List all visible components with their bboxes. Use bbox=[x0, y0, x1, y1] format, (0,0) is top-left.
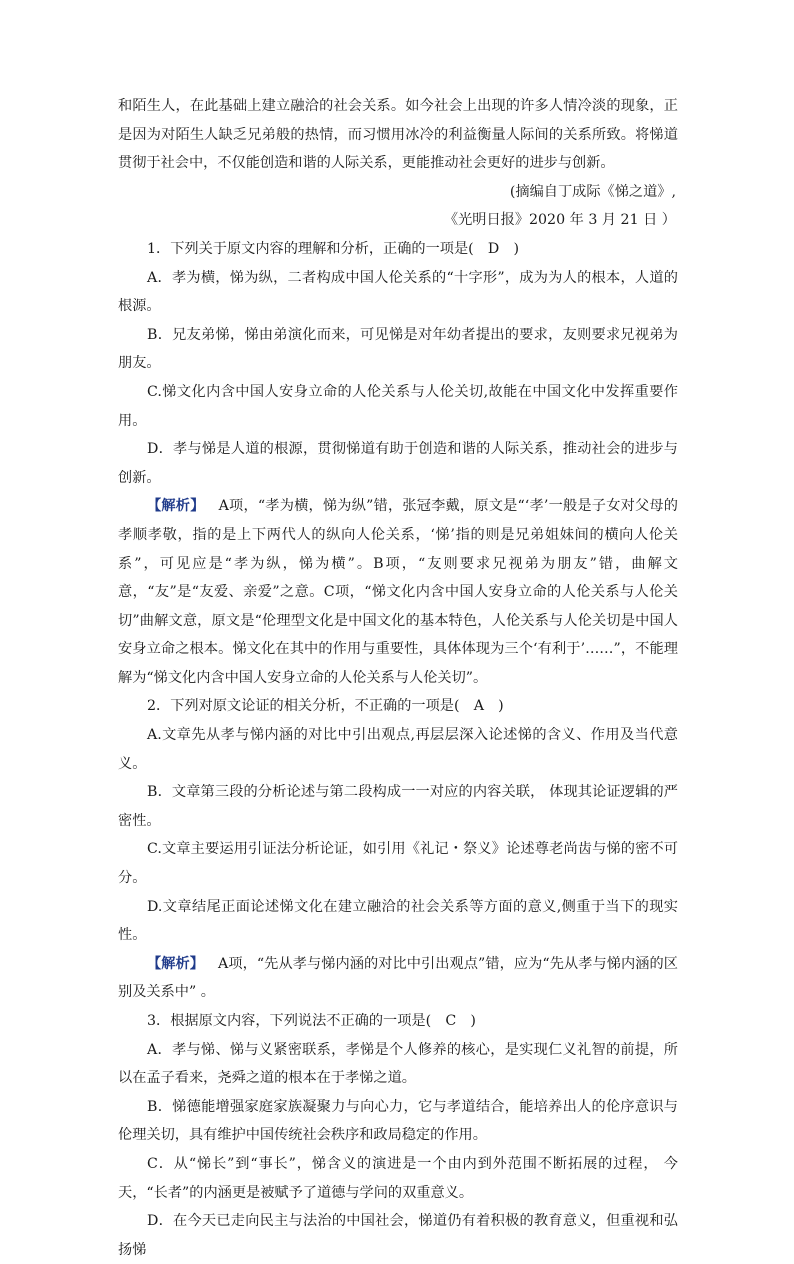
question-2-option-d: D.文章结尾正面论述悌文化在建立融洽的社会关系等方面的意义,侧重于当下的现实性。 bbox=[118, 898, 678, 944]
question-2-option-c: C.文章主要运用引证法分析论证，如引用《礼记・祭义》论述尊老尚齿与悌的密不可分。 bbox=[118, 841, 678, 887]
source-citation-line-2: 《光明日报》2020 年 3 月 21 日 ） bbox=[443, 212, 676, 229]
question-3-option-b: B．悌德能增强家庭家族凝聚力与向心力，它与孝道结合，能培养出人的伦序意识与伦理关切，具有维护中国传统社会秩序和政局稳定的作用。 bbox=[118, 1098, 678, 1144]
analysis-label: 【解析】 bbox=[147, 955, 205, 972]
question-1-stem: 1．下列关于原文内容的理解和分析，正确的一项是( D ) bbox=[147, 240, 519, 257]
source-citation-line-1: (摘编自丁成际《悌之道》, bbox=[509, 183, 676, 200]
question-3-stem: 3．根据原文内容，下列说法不正确的一项是( C ) bbox=[147, 1013, 476, 1029]
document-content bbox=[118, 92, 678, 1264]
analysis-label: 【解析】 bbox=[147, 498, 205, 515]
question-1-option-b: B．兄友弟悌，悌由弟演化而来，可见悌是对年幼者提出的要求，友则要求兄视弟为朋友。 bbox=[118, 326, 678, 372]
passage-tail: 和陌生人，在此基础上建立融洽的社会关系。如今社会上出现的许多人情冷淡的现象，正是因为对陌生人缺乏兄弟般的热情，而习惯用冰冷的利益衡量人际间的关系所致。将悌道贯彻于社会中，不仅能创造和谐的人际关系，更能推动社会更好的进步与创新。 bbox=[118, 98, 678, 172]
question-1-analysis bbox=[118, 492, 678, 692]
question-3-option-d: D．在今天已走向民主与法治的中国社会，悌道仍有着积极的教育意义，但重视和弘扬悌 bbox=[118, 1213, 678, 1258]
question-2-stem: 2．下列对原文论证的相关分析，不正确的一项是( A ) bbox=[147, 698, 504, 715]
question-3-option-c: C．从“悌长”到“事长”，悌含义的演进是一个由内到外范围不断拓展的过程， 今天，“长者”的内涵更是被赋予了道德与学问的双重意义。 bbox=[118, 1155, 678, 1201]
question-1-option-c: C.悌文化内含中国人安身立命的人伦关系与人伦关切,故能在中国文化中发挥重要作用。 bbox=[118, 383, 678, 429]
question-2-option-b: B．文章第三段的分析论述与第二段构成一一对应的内容关联， 体现其论证逻辑的严密性。 bbox=[118, 784, 678, 829]
question-1-option-a: A．孝为横，悌为纵，二者构成中国人伦关系的“十字形”，成为为人的根本，人道的根源。 bbox=[118, 269, 678, 315]
question-2-option-a: A.文章先从孝与悌内涵的对比中引出观点,再层层深入论述悌的含义、作用及当代意义。 bbox=[118, 727, 678, 772]
analysis-text: A项，“先从孝与悌内涵的对比中引出观点”错，应为“先从孝与悌内涵的区别及关系中” 。 bbox=[118, 955, 678, 1001]
question-1-option-d: D．孝与悌是人道的根源，贯彻悌道有助于创造和谐的人际关系，推动社会的进步与创新。 bbox=[118, 441, 678, 486]
question-3-option-a: A．孝与悌、悌与义紧密联系，孝悌是个人修养的核心，是实现仁义礼智的前提，所以在孟子看来，尧舜之道的根本在于孝悌之道。 bbox=[118, 1041, 678, 1087]
question-2-analysis bbox=[118, 950, 678, 1007]
analysis-text: A项，“孝为横，悌为纵”错，张冠李戴，原文是“‘孝’一般是子女对父母的孝顺孝敬，指的是上下两代人的纵向人伦关系，‘悌’指的则是兄弟姐妹间的横向人伦关系”，可见应是“孝为纵，悌为横”。B项，“友则要求兄视弟为朋友”错，曲解文意，“友”是“友爱、亲爱”之意。C项，“悌文化内含中国人安身立命的人伦关系与人伦关切”曲解文意，原文是“伦理型文化是中国文化的基本特色，人伦关系与人伦关切是中国人安身立命之根本。悌文化在其中的作用与重要性，具体体现为三个‘有利于’……”，不能理解为“悌文化内含中国人安身立命的人伦关系与人伦关切”。 bbox=[118, 498, 678, 686]
